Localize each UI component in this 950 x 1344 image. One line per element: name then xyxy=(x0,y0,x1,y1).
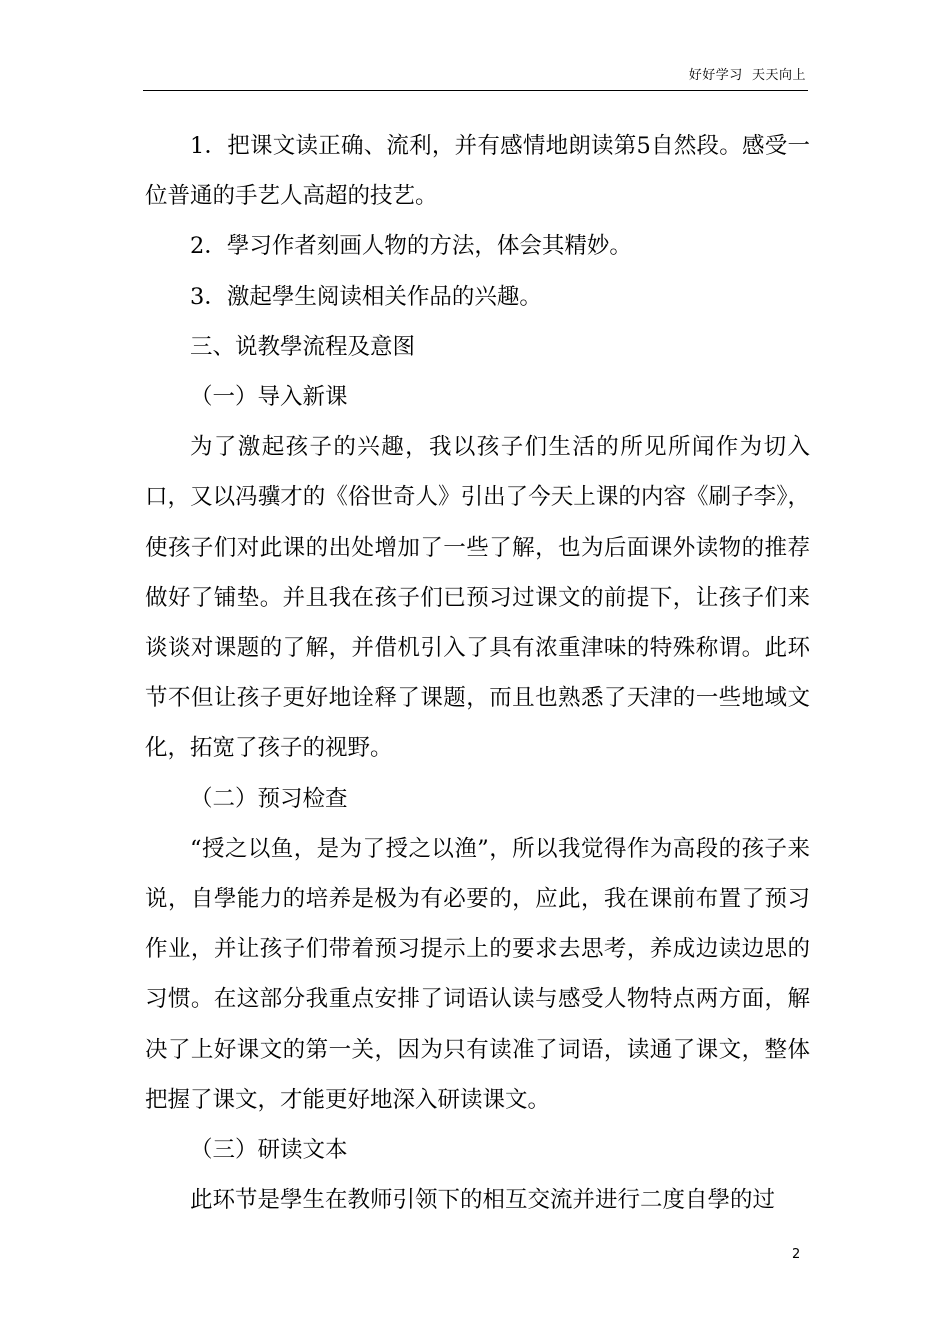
subheading-text-study: （三）研读文本 xyxy=(190,1137,348,1164)
document-body xyxy=(145,121,810,1225)
subheading-preview-check: （二）预习检查 xyxy=(190,785,348,812)
objective-1: 1．把课文读正确、流利，并有感情地朗读第5自然段。感受一位普通的手艺人高超的技艺。 xyxy=(145,133,810,210)
paragraph-introduction: 为了激起孩子的兴趣，我以孩子们生活的所见所闻作为切入口，又以冯骥才的《俗世奇人》引出了今天上课的内容《刷子李》，使孩子们对此课的出处增加了一些了解，也为后面课外读物的推荐做好了铺垫。并且我在孩子们已预习过课文的前提下，让孩子们来谈谈对课题的了解，并借机引入了具有浓重津味的特殊称谓。此环节不但让孩子更好地诠释了课题，而且也熟悉了天津的一些地域文化，拓宽了孩子的视野。 xyxy=(145,434,810,762)
header-slogan: 好好学习 天天向上 xyxy=(688,68,806,83)
paragraph-preview-check: “授之以鱼，是为了授之以渔”，所以我觉得作为高段的孩子来说，自學能力的培养是极为有必要的，应此，我在课前布置了预习作业，并让孩子们带着预习提示上的要求去思考，养成边读边思的习惯。在这部分我重点安排了词语认读与感受人物特点两方面，解决了上好课文的第一关，因为只有读准了词语，读通了课文，整体把握了课文，才能更好地深入研读课文。 xyxy=(145,835,810,1113)
subheading-introduction: （一）导入新课 xyxy=(190,384,348,411)
page-number: 2 xyxy=(792,1247,801,1262)
objective-3: 3．激起學生阅读相关作品的兴趣。 xyxy=(190,283,542,310)
section-heading-teaching-process: 三、说教學流程及意图 xyxy=(190,333,416,360)
page-header xyxy=(143,62,808,91)
objective-2: 2．學习作者刻画人物的方法，体会其精妙。 xyxy=(190,233,632,260)
paragraph-text-study: 此环节是學生在教师引领下的相互交流并进行二度自學的过 xyxy=(190,1187,776,1214)
